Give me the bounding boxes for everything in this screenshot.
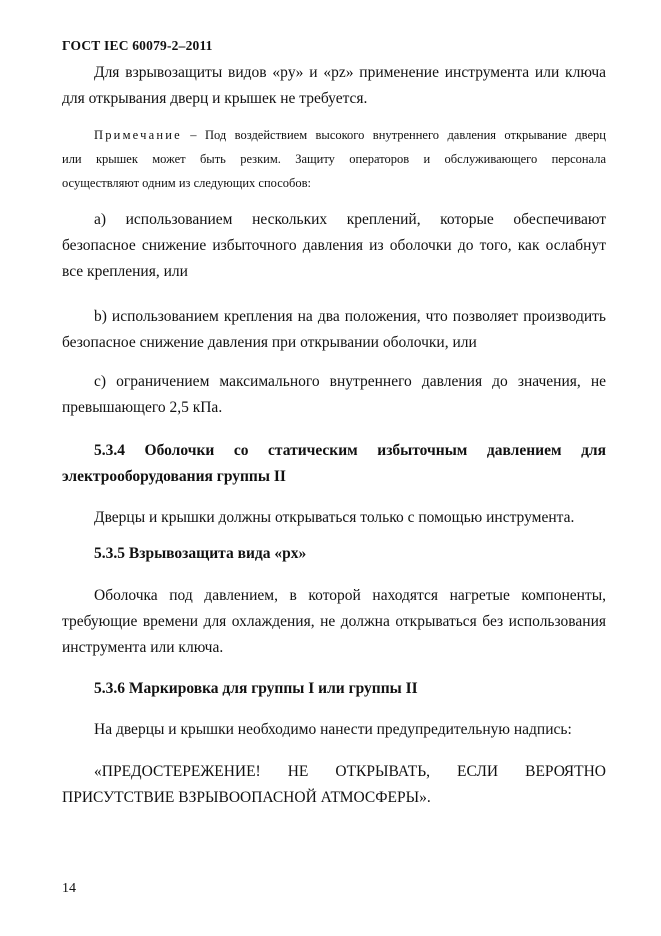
paragraph-line: Для взрывозащиты видов «py» и «pz» применение инструмента или ключа xyxy=(94,64,606,81)
list-item-line: b) использованием крепления на два положения, что позволяет производить xyxy=(94,308,606,325)
paragraph-line: Дверцы и крышки должны открываться только с помощью инструмента. xyxy=(94,509,575,526)
warning-line: «ПРЕДОСТЕРЕЖЕНИЕ! НЕ ОТКРЫВАТЬ, ЕСЛИ ВЕРОЯТНО xyxy=(94,763,606,780)
note-line: осуществляют одним из следующих способов: xyxy=(62,176,311,190)
section-heading-5-3-5 xyxy=(62,541,606,567)
paragraph-line: На дверцы и крышки необходимо нанести предупредительную надпись: xyxy=(94,721,572,738)
paragraph-5-3-5-body xyxy=(62,583,606,661)
warning-line: ПРИСУТСТВИЕ ВЗРЫВООПАСНОЙ АТМОСФЕРЫ». xyxy=(62,789,431,806)
page-number: 14 xyxy=(62,881,76,896)
list-item-line: превышающего 2,5 кПа. xyxy=(62,399,223,416)
heading-line: 5.3.6 Маркировка для группы I или группы II xyxy=(94,680,418,697)
paragraph-5-3-4-body xyxy=(62,505,606,531)
list-item-line: безопасное снижение давления при открывании оболочки, или xyxy=(62,334,477,351)
heading-line: 5.3.4 Оболочки со статическим избыточным давлением для xyxy=(94,442,606,459)
paragraph-line: для открывания дверц и крышек не требуется. xyxy=(62,90,368,107)
paragraph-line: Оболочка под давлением, в которой находятся нагретые компоненты, xyxy=(94,587,606,604)
note-label: Примечание xyxy=(94,128,182,142)
note-paragraph xyxy=(62,123,606,195)
note-line xyxy=(62,123,606,147)
section-heading-5-3-6 xyxy=(62,676,606,702)
list-item-line: все крепления, или xyxy=(62,263,188,280)
list-item-c xyxy=(62,369,606,421)
list-item-b xyxy=(62,304,606,356)
list-item-line: a) использованием нескольких креплений, которые обеспечивают xyxy=(94,211,606,228)
heading-line: электрооборудования группы II xyxy=(62,468,286,485)
document-header: ГОСТ IEC 60079-2–2011 xyxy=(62,38,213,53)
paragraph-no-tool-required xyxy=(62,60,606,112)
section-heading-5-3-4 xyxy=(62,438,606,490)
list-item-line: безопасное снижение избыточного давления из оболочки до того, как ослабнут xyxy=(62,237,606,254)
list-item-a xyxy=(62,207,606,285)
list-item-line: c) ограничением максимального внутреннего давления до значения, не xyxy=(94,373,606,390)
note-line-rest: – Под воздействием высокого внутреннего давления открывание дверц xyxy=(181,128,606,142)
paragraph-5-3-6-body xyxy=(62,717,606,743)
paragraph-line: инструмента или ключа. xyxy=(62,639,224,656)
heading-line: 5.3.5 Взрывозащита вида «px» xyxy=(94,545,307,562)
note-line: или крышек может быть резким. Защиту операторов и обслуживающего персонала xyxy=(62,152,606,166)
paragraph-line: требующие времени для охлаждения, не должна открываться без использования xyxy=(62,613,606,630)
warning-inscription xyxy=(62,759,606,811)
